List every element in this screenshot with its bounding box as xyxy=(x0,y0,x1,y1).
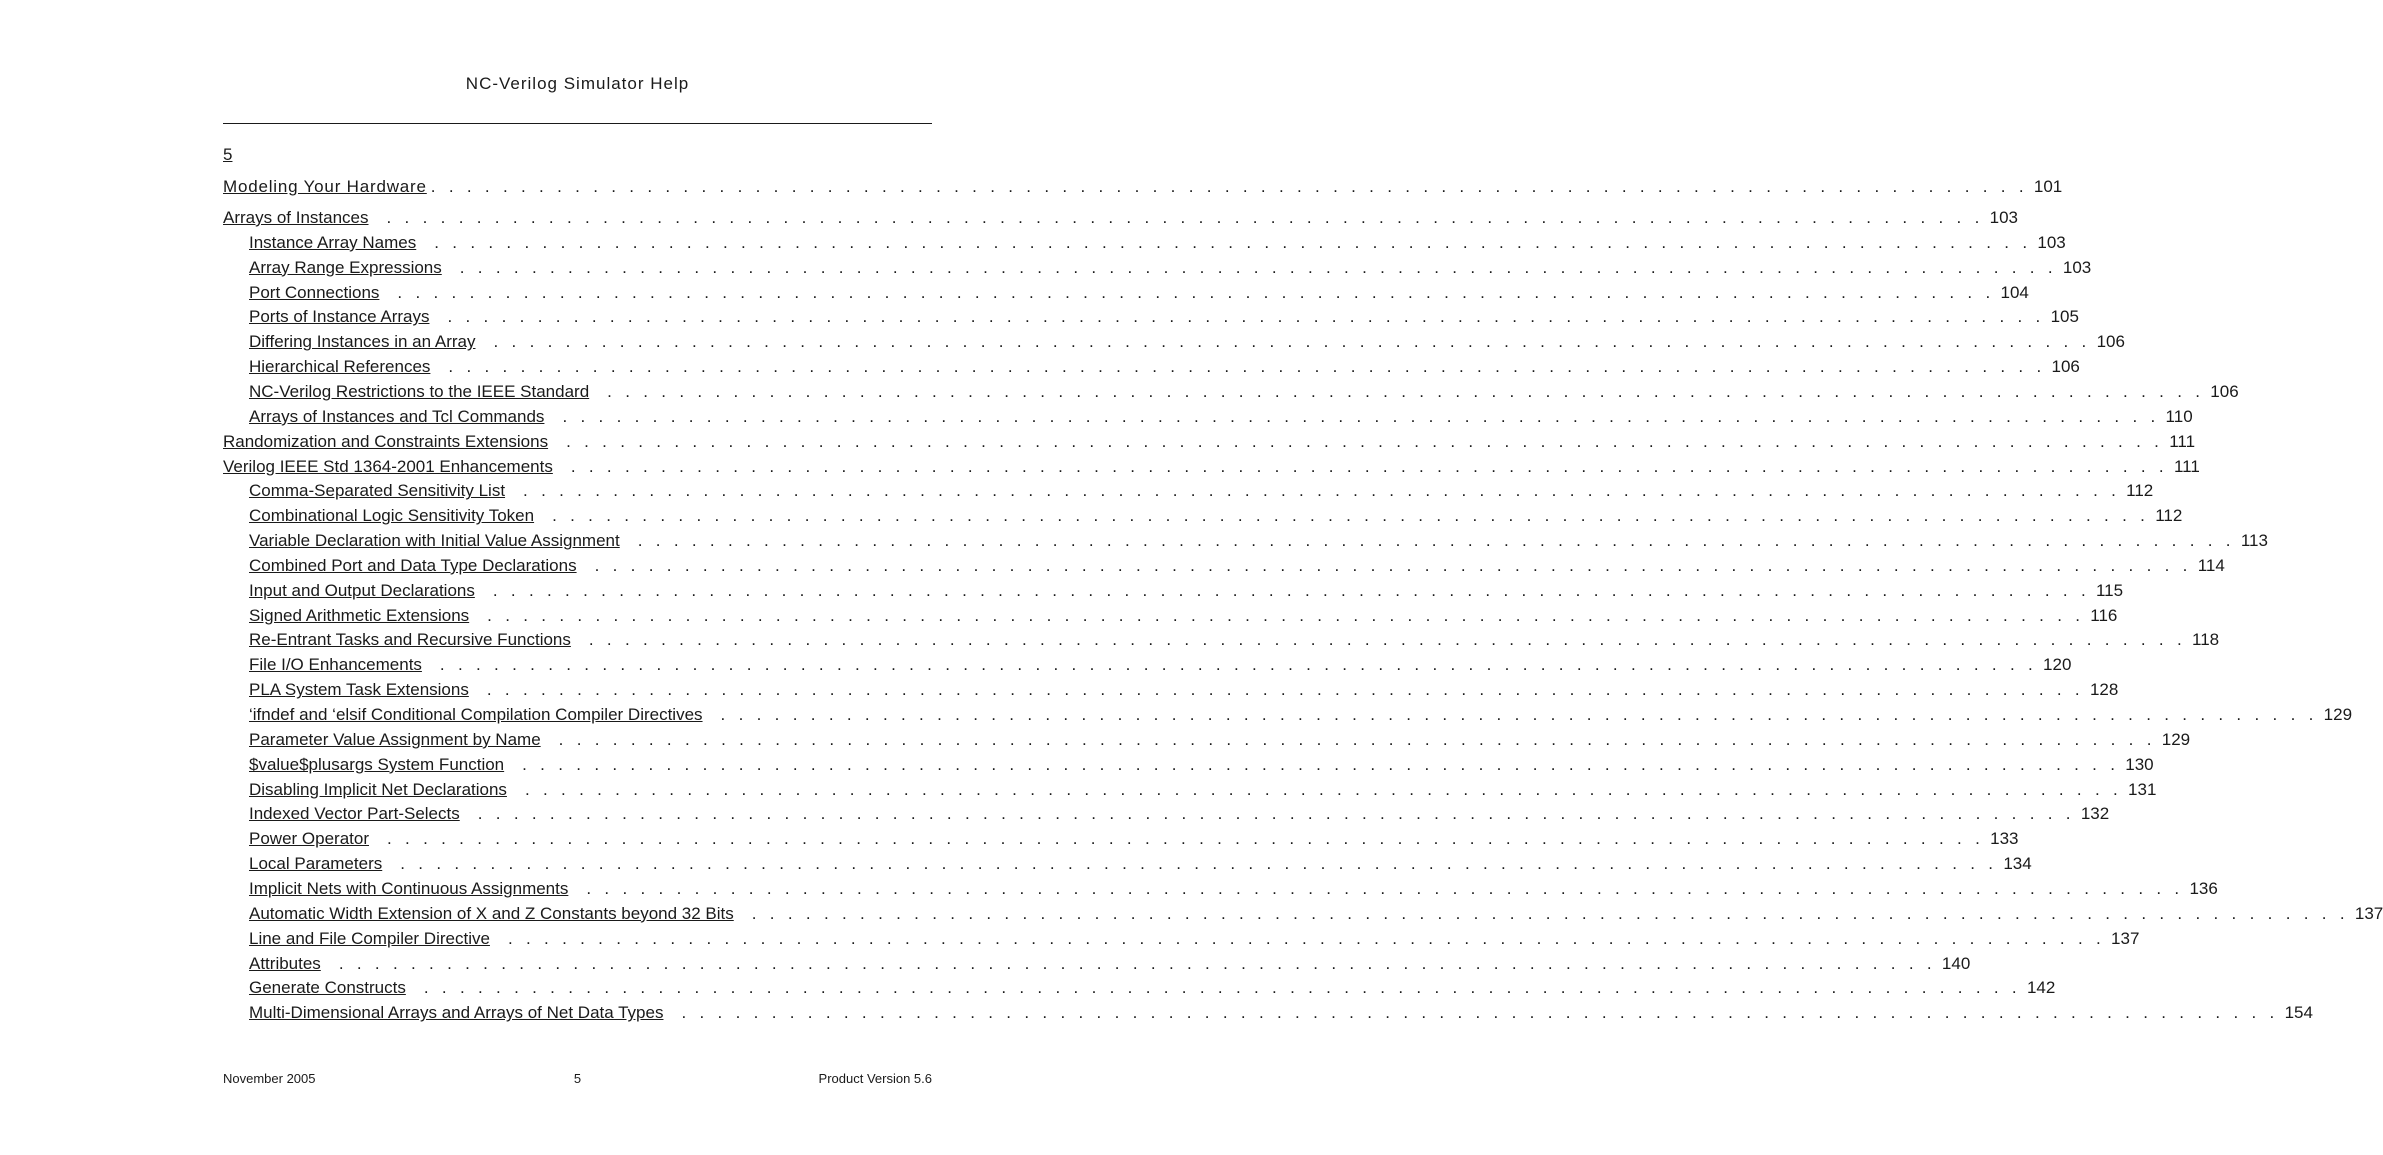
toc-entry[interactable] xyxy=(249,505,2183,527)
toc-leader-dots: . . . . . . . . . . . . . . . . . . . . . . . . . . . . . . . . . . . . . . . . . . . . . . . . . . . . . . . . . . . . . . . . . . . . . . . . . . . . . . . . . . . . . . . . . xyxy=(430,177,2028,196)
toc-entry[interactable] xyxy=(249,356,2080,378)
footer-product-version: Product Version 5.6 xyxy=(818,1071,932,1086)
toc-chapter-title[interactable]: Modeling Your Hardware xyxy=(223,177,427,196)
toc-entry[interactable] xyxy=(249,928,2140,950)
toc-entry-title[interactable]: Attributes xyxy=(249,953,321,973)
toc-leader-dots: . . . . . . . . . . . . . . . . . . . . . . . . . . . . . . . . . . . . . . . . . . . . . . . . . . . . . . . . . . . . . . . . . . . . . . . . . . . . . . . . . . . . . . . . . xyxy=(487,605,2085,625)
toc-leader-dots: . . . . . . . . . . . . . . . . . . . . . . . . . . . . . . . . . . . . . . . . . . . . . . . . . . . . . . . . . . . . . . . . . . . . . . . . . . . . . . . . . . . . . . . . . xyxy=(447,307,2045,327)
toc-entry[interactable] xyxy=(249,629,2220,651)
toc-entry[interactable] xyxy=(249,580,2124,602)
toc-entry[interactable] xyxy=(223,207,2018,229)
toc-entry[interactable] xyxy=(249,306,2079,328)
toc-leader-dots: . . . . . . . . . . . . . . . . . . . . . . . . . . . . . . . . . . . . . . . . . . . . . . . . . . . . . . . . . . . . . . . . . . . . . . . . . . . . . . . . . . . . . . . . . xyxy=(552,506,2150,526)
toc-entry-title[interactable]: Instance Array Names xyxy=(249,232,417,252)
toc-entry-page: 128 xyxy=(2089,680,2119,700)
toc-entry-title[interactable]: Randomization and Constraints Extensions xyxy=(223,431,549,451)
toc-entry-title[interactable]: Input and Output Declarations xyxy=(249,580,475,600)
toc-entry[interactable] xyxy=(249,878,2218,900)
toc-leader-dots: . . . . . . . . . . . . . . . . . . . . . . . . . . . . . . . . . . . . . . . . . . . . . . . . . . . . . . . . . . . . . . . . . . . . . . . . . . . . . . . . . . . . . . . . . xyxy=(387,829,1985,849)
footer-page-number: 5 xyxy=(573,1071,582,1086)
toc-leader-dots: . . . . . . . . . . . . . . . . . . . . . . . . . . . . . . . . . . . . . . . . . . . . . . . . . . . . . . . . . . . . . . . . . . . . . . . . . . . . . . . . . . . . . . . . . xyxy=(637,531,2235,551)
toc-entry-page: 112 xyxy=(2126,481,2154,501)
toc-entry-page: 106 xyxy=(2096,332,2125,352)
toc-entry[interactable] xyxy=(249,977,2056,999)
toc-entry[interactable] xyxy=(249,953,1971,975)
chapter-number-link[interactable]: 5 xyxy=(223,145,233,164)
toc-leader-dots: . . . . . . . . . . . . . . . . . . . . . . . . . . . . . . . . . . . . . . . . . . . . . . . . . . . . . . . . . . . . . . . . . . . . . . . . . . . . . . . . . . . . . . . . . xyxy=(594,555,2192,575)
toc-entry[interactable] xyxy=(249,257,2092,279)
toc-entry-title[interactable]: Re-Entrant Tasks and Recursive Functions xyxy=(249,630,571,650)
toc-entry[interactable] xyxy=(223,431,2196,453)
toc-entry-page: 129 xyxy=(2161,729,2191,749)
toc-entry-page: 106 xyxy=(2051,357,2080,377)
toc-entry-title[interactable]: NC-Verilog Restrictions to the IEEE Standard xyxy=(249,381,590,401)
toc-entry-page: 137 xyxy=(2111,928,2140,948)
toc-entry-title[interactable]: Arrays of Instances and Tcl Commands xyxy=(249,406,545,426)
toc-entry-page: 142 xyxy=(2026,978,2056,998)
toc-entry[interactable] xyxy=(249,555,2225,577)
toc-entry-title[interactable]: Indexed Vector Part-Selects xyxy=(249,804,460,824)
toc-leader-dots: . . . . . . . . . . . . . . . . . . . . . . . . . . . . . . . . . . . . . . . . . . . . . . . . . . . . . . . . . . . . . . . . . . . . . . . . . . . . . . . . . . . . . . . . . xyxy=(586,878,2184,898)
toc-entry-page: 105 xyxy=(2050,307,2079,327)
toc-entry-title[interactable]: Signed Arithmetic Extensions xyxy=(249,605,470,625)
toc-entry-title[interactable]: Parameter Value Assignment by Name xyxy=(249,729,541,749)
toc-entry-title[interactable]: Local Parameters xyxy=(249,854,383,874)
toc-entry[interactable] xyxy=(223,456,2200,478)
toc-leader-dots: . . . . . . . . . . . . . . . . . . . . . . . . . . . . . . . . . . . . . . . . . . . . . . . . . . . . . . . . . . . . . . . . . . . . . . . . . . . . . . . . . . . . . . . . . xyxy=(423,978,2021,998)
toc-entry-title[interactable]: Arrays of Instances xyxy=(223,208,369,227)
toc-entry-page: 118 xyxy=(2192,630,2220,650)
toc-entry-title[interactable]: File I/O Enhancements xyxy=(249,655,422,675)
toc-entry-title[interactable]: Power Operator xyxy=(249,829,369,849)
toc-entry-page: 137 xyxy=(2354,903,2383,923)
page-footer xyxy=(223,1071,932,1086)
toc-leader-dots: . . . . . . . . . . . . . . . . . . . . . . . . . . . . . . . . . . . . . . . . . . . . . . . . . . . . . . . . . . . . . . . . . . . . . . . . . . . . . . . . . . . . . . . . . xyxy=(486,680,2084,700)
toc-entry-title[interactable]: Ports of Instance Arrays xyxy=(249,307,430,327)
toc-leader-dots: . . . . . . . . . . . . . . . . . . . . . . . . . . . . . . . . . . . . . . . . . . . . . . . . . . . . . . . . . . . . . . . . . . . . . . . . . . . . . . . . . . . . . . . . . xyxy=(566,431,2164,451)
toc-entry[interactable] xyxy=(249,530,2268,552)
toc-entry-title[interactable]: Implicit Nets with Continuous Assignments xyxy=(249,878,569,898)
page-header-title: NC-Verilog Simulator Help xyxy=(465,74,690,93)
toc-entry-title[interactable]: PLA System Task Extensions xyxy=(249,680,469,700)
toc-leader-dots: . . . . . . . . . . . . . . . . . . . . . . . . . . . . . . . . . . . . . . . . . . . . . . . . . . . . . . . . . . . . . . . . . . . . . . . . . . . . . . . . . . . . . . . . . xyxy=(720,705,2318,724)
toc-leader-dots: . . . . . . . . . . . . . . . . . . . . . . . . . . . . . . . . . . . . . . . . . . . . . . . . . . . . . . . . . . . . . . . . . . . . . . . . . . . . . . . . . . . . . . . . . xyxy=(588,630,2186,650)
toc-entry-page: 136 xyxy=(2189,878,2218,898)
toc-leader-dots: . . . . . . . . . . . . . . . . . . . . . . . . . . . . . . . . . . . . . . . . . . . . . . . . . . . . . . . . . . . . . . . . . . . . . . . . . . . . . . . . . . . . . . . . . xyxy=(507,928,2106,948)
toc-entry-title[interactable]: Line and File Compiler Directive xyxy=(249,928,490,948)
toc-leader-dots: . . . . . . . . . . . . . . . . . . . . . . . . . . . . . . . . . . . . . . . . . . . . . . . . . . . . . . . . . . . . . . . . . . . . . . . . . . . . . . . . . . . . . . . . . xyxy=(522,754,2120,774)
toc-entry-page: 130 xyxy=(2125,754,2154,774)
toc-entry-title[interactable]: Variable Declaration with Initial Value Assignment xyxy=(249,531,620,551)
toc-entry[interactable] xyxy=(249,605,2118,627)
toc-leader-dots: . . . . . . . . . . . . . . . . . . . . . . . . . . . . . . . . . . . . . . . . . . . . . . . . . . . . . . . . . . . . . . . . . . . . . . . . . . . . . . . . . . . . . . . . . xyxy=(477,804,2075,824)
toc-entry-title[interactable]: Array Range Expressions xyxy=(249,257,442,277)
toc-chapter-entry[interactable] xyxy=(223,176,2063,198)
toc-leader-dots: . . . . . . . . . . . . . . . . . . . . . . . . . . . . . . . . . . . . . . . . . . . . . . . . . . . . . . . . . . . . . . . . . . . . . . . . . . . . . . . . . . . . . . . . . xyxy=(434,232,2032,252)
toc-entry-title[interactable]: ‘ifndef and ‘elsif Conditional Compilation Compiler Directives xyxy=(249,705,703,724)
toc-entry-page: 104 xyxy=(2000,282,2029,302)
toc-entry-page: 111 xyxy=(2173,456,2200,476)
toc-entry[interactable] xyxy=(249,729,2191,751)
toc-entry-page: 115 xyxy=(2095,580,2124,600)
toc-entry-page: 103 xyxy=(2037,232,2066,252)
toc-entry[interactable] xyxy=(249,779,2157,801)
toc-entry-title[interactable]: Hierarchical References xyxy=(249,357,431,377)
toc-entry-page: 133 xyxy=(1990,829,2019,849)
toc-entry-page: 116 xyxy=(2090,605,2118,625)
toc-entry-title[interactable]: Disabling Implicit Net Declarations xyxy=(249,779,507,799)
toc-entry[interactable] xyxy=(249,828,2019,850)
toc-entry[interactable] xyxy=(249,704,2353,726)
toc-leader-dots: . . . . . . . . . . . . . . . . . . . . . . . . . . . . . . . . . . . . . . . . . . . . . . . . . . . . . . . . . . . . . . . . . . . . . . . . . . . . . . . . . . . . . . . . . xyxy=(397,282,1995,302)
toc-entry-page: 113 xyxy=(2240,531,2268,551)
toc-entry[interactable] xyxy=(249,803,2110,825)
toc-entry[interactable] xyxy=(249,679,2119,701)
toc-entry-title[interactable]: Verilog IEEE Std 1364-2001 Enhancements xyxy=(223,456,553,476)
toc-leader-dots: . . . . . . . . . . . . . . . . . . . . . . . . . . . . . . . . . . . . . . . . . . . . . . . . . . . . . . . . . . . . . . . . . . . . . . . . . . . . . . . . . . . . . . . . . xyxy=(492,580,2090,600)
toc-leader-dots: . . . . . . . . . . . . . . . . . . . . . . . . . . . . . . . . . . . . . . . . . . . . . . . . . . . . . . . . . . . . . . . . . . . . . . . . . . . . . . . . . . . . . . . . . xyxy=(558,729,2156,749)
toc-entry[interactable] xyxy=(249,232,2066,254)
toc-entry-title[interactable]: Differing Instances in an Array xyxy=(249,332,476,352)
toc-entry[interactable] xyxy=(249,406,2193,428)
toc-entry-title[interactable]: Combinational Logic Sensitivity Token xyxy=(249,506,535,526)
toc-entry-page: 154 xyxy=(2284,1003,2313,1023)
toc-leader-dots: . . . . . . . . . . . . . . . . . . . . . . . . . . . . . . . . . . . . . . . . . . . . . . . . . . . . . . . . . . . . . . . . . . . . . . . . . . . . . . . . . . . . . . . . . xyxy=(562,406,2160,426)
toc-entry[interactable] xyxy=(249,282,2029,304)
toc-entry-page: 131 xyxy=(2128,779,2157,799)
footer-date: November 2005 xyxy=(223,1071,316,1086)
toc-entry-page: 111 xyxy=(2169,431,2196,451)
toc-leader-dots: . . . . . . . . . . . . . . . . . . . . . . . . . . . . . . . . . . . . . . . . . . . . . . . . . . . . . . . . . . . . . . . . . . . . . . . . . . . . . . . . . . . . . . . . . xyxy=(570,456,2168,476)
toc-entry-page: 112 xyxy=(2155,506,2183,526)
toc-leader-dots: . . . . . . . . . . . . . . . . . . . . . . . . . . . . . . . . . . . . . . . . . . . . . . . . . . . . . . . . . . . . . . . . . . . . . . . . . . . . . . . . . . . . . . . . . xyxy=(448,357,2046,377)
toc-entry-page: 129 xyxy=(2323,705,2353,724)
toc-entry-page: 106 xyxy=(2210,381,2239,401)
toc-leader-dots: . . . . . . . . . . . . . . . . . . . . . . . . . . . . . . . . . . . . . . . . . . . . . . . . . . . . . . . . . . . . . . . . . . . . . . . . . . . . . . . . . . . . . . . . . xyxy=(459,257,2057,277)
toc-entry-title[interactable]: $value$plusargs System Function xyxy=(249,754,505,774)
toc-entry[interactable] xyxy=(249,903,2383,925)
toc-leader-dots: . . . . . . . . . . . . . . . . . . . . . . . . . . . . . . . . . . . . . . . . . . . . . . . . . . . . . . . . . . . . . . . . . . . . . . . . . . . . . . . . . . . . . . . . . xyxy=(338,953,1936,973)
toc-entry-page: 120 xyxy=(2043,655,2072,675)
toc-entry-page: 140 xyxy=(1941,953,1971,973)
toc-entry-title[interactable]: Port Connections xyxy=(249,282,380,302)
toc-entry[interactable] xyxy=(249,1002,2313,1024)
toc-entry-title[interactable]: Generate Constructs xyxy=(249,978,406,998)
header-rule xyxy=(223,123,932,124)
toc-entry-title[interactable]: Automatic Width Extension of X and Z Constants beyond 32 Bits xyxy=(249,903,734,923)
toc-entry[interactable] xyxy=(249,480,2154,502)
toc-entry[interactable] xyxy=(249,331,2125,353)
toc-leader-dots: . . . . . . . . . . . . . . . . . . . . . . . . . . . . . . . . . . . . . . . . . . . . . . . . . . . . . . . . . . . . . . . . . . . . . . . . . . . . . . . . . . . . . . . . . xyxy=(493,332,2091,352)
toc-entry[interactable] xyxy=(249,654,2072,676)
toc-leader-dots: . . . . . . . . . . . . . . . . . . . . . . . . . . . . . . . . . . . . . . . . . . . . . . . . . . . . . . . . . . . . . . . . . . . . . . . . . . . . . . . . . . . . . . . . . xyxy=(607,381,2205,401)
toc-leader-dots: . . . . . . . . . . . . . . . . . . . . . . . . . . . . . . . . . . . . . . . . . . . . . . . . . . . . . . . . . . . . . . . . . . . . . . . . . . . . . . . . . . . . . . . . . xyxy=(751,903,2349,923)
toc-entry-title[interactable]: Combined Port and Data Type Declarations xyxy=(249,555,577,575)
toc-leader-dots: . . . . . . . . . . . . . . . . . . . . . . . . . . . . . . . . . . . . . . . . . . . . . . . . . . . . . . . . . . . . . . . . . . . . . . . . . . . . . . . . . . . . . . . . . xyxy=(524,779,2123,799)
toc-entry-page: 134 xyxy=(2003,854,2032,874)
toc-entry-page: 103 xyxy=(1989,208,2018,227)
toc-leader-dots: . . . . . . . . . . . . . . . . . . . . . . . . . . . . . . . . . . . . . . . . . . . . . . . . . . . . . . . . . . . . . . . . . . . . . . . . . . . . . . . . . . . . . . . . . xyxy=(523,481,2121,501)
toc-leader-dots: . . . . . . . . . . . . . . . . . . . . . . . . . . . . . . . . . . . . . . . . . . . . . . . . . . . . . . . . . . . . . . . . . . . . . . . . . . . . . . . . . . . . . . . . . xyxy=(400,854,1998,874)
toc-leader-dots: . . . . . . . . . . . . . . . . . . . . . . . . . . . . . . . . . . . . . . . . . . . . . . . . . . . . . . . . . . . . . . . . . . . . . . . . . . . . . . . . . . . . . . . . . xyxy=(386,208,1984,227)
toc-entry-page: 103 xyxy=(2062,257,2092,277)
toc-chapter-page: 101 xyxy=(2033,177,2063,196)
toc-leader-dots: . . . . . . . . . . . . . . . . . . . . . . . . . . . . . . . . . . . . . . . . . . . . . . . . . . . . . . . . . . . . . . . . . . . . . . . . . . . . . . . . . . . . . . . . . xyxy=(681,1003,2279,1023)
toc-leader-dots: . . . . . . . . . . . . . . . . . . . . . . . . . . . . . . . . . . . . . . . . . . . . . . . . . . . . . . . . . . . . . . . . . . . . . . . . . . . . . . . . . . . . . . . . . xyxy=(439,655,2038,675)
toc-entry-title[interactable]: Multi-Dimensional Arrays and Arrays of Net Data Types xyxy=(249,1003,664,1023)
toc-entry-page: 132 xyxy=(2080,804,2110,824)
toc-entry-title[interactable]: Comma-Separated Sensitivity List xyxy=(249,481,506,501)
toc-entry[interactable] xyxy=(249,754,2154,776)
toc-entry[interactable] xyxy=(249,853,2032,875)
toc-entry-page: 110 xyxy=(2165,406,2193,426)
toc-entry[interactable] xyxy=(249,381,2239,403)
toc-entry-page: 114 xyxy=(2197,555,2225,575)
